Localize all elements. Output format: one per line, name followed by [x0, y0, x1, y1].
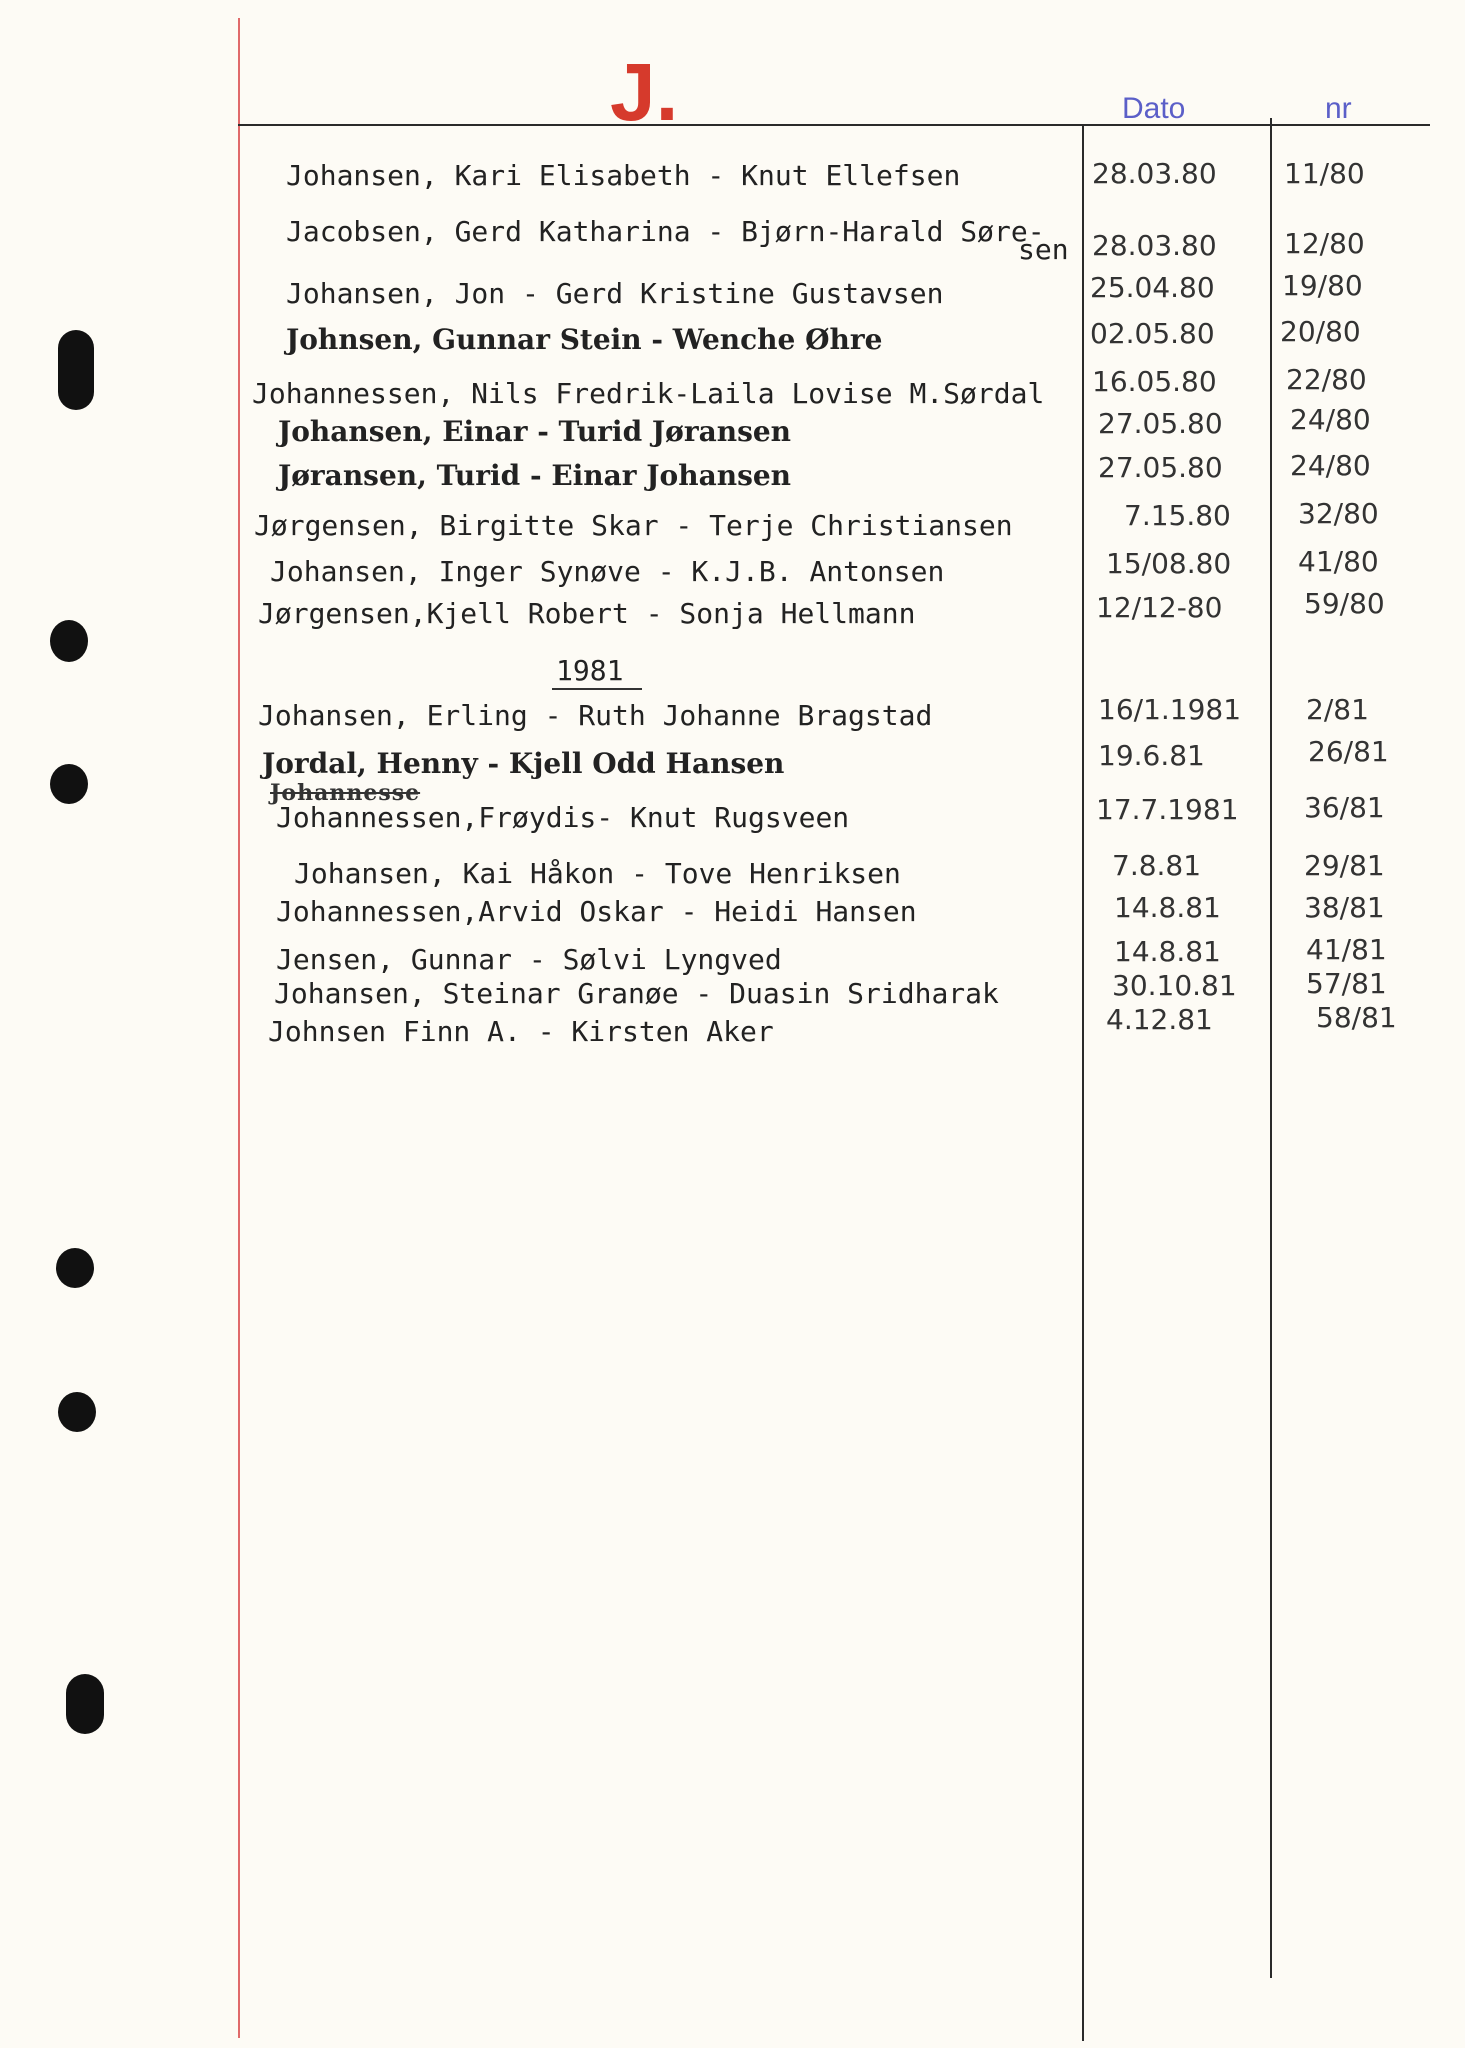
entry-nr: 2/81	[1306, 693, 1369, 726]
entry-name: Johannessen,Arvid Oskar - Heidi Hansen	[276, 895, 917, 928]
entry-date: 28.03.80	[1092, 157, 1217, 190]
entry-date: 15/08.80	[1106, 547, 1232, 580]
entry-name: Jordal, Henny - Kjell Odd Hansen	[262, 747, 785, 780]
column-header-dato: Dato	[1122, 92, 1186, 125]
entry-name: Johannessen,Frøydis- Knut Rugsveen	[276, 801, 850, 834]
year-underline	[552, 688, 642, 690]
entry-date: 7.8.81	[1112, 849, 1202, 882]
struck-out-text: Johannesse	[270, 780, 421, 806]
entry-name: Johansen, Steinar Granøe - Duasin Sridharak	[274, 977, 999, 1010]
index-letter: J.	[610, 47, 679, 138]
entry-name-continuation: sen	[1018, 233, 1069, 266]
entry-date: 17.7.1981	[1096, 793, 1239, 826]
entry-nr: 24/80	[1290, 403, 1371, 436]
entry-nr: 32/80	[1298, 497, 1379, 530]
entry-nr: 41/80	[1298, 545, 1379, 578]
entry-name: Jacobsen, Gerd Katharina - Bjørn-Harald Søre-	[286, 215, 1045, 248]
entry-name: Jørgensen,Kjell Robert - Sonja Hellmann	[258, 597, 916, 630]
binder-hole-3	[50, 764, 88, 804]
entry-nr: 26/81	[1308, 735, 1389, 768]
entry-name: Johansen, Inger Synøve - K.J.B. Antonsen	[270, 555, 945, 588]
entry-name: Johansen, Kari Elisabeth - Knut Ellefsen	[286, 159, 961, 192]
entry-nr: 36/81	[1304, 791, 1385, 824]
date-column-divider	[1082, 126, 1084, 2041]
entry-date: 25.04.80	[1090, 271, 1215, 304]
entry-nr: 24/80	[1290, 449, 1371, 482]
entry-name: Johnsen Finn A. - Kirsten Aker	[268, 1015, 774, 1048]
binder-hole-1	[58, 330, 94, 410]
binder-hole-5	[58, 1392, 96, 1432]
entry-name: Johansen, Jon - Gerd Kristine Gustavsen	[286, 277, 944, 310]
entry-name: Johansen, Kai Håkon - Tove Henriksen	[294, 857, 901, 890]
entry-name: Jensen, Gunnar - Sølvi Lyngved	[276, 943, 782, 976]
entry-date: 4.12.81	[1106, 1003, 1213, 1036]
entry-nr: 20/80	[1280, 315, 1361, 348]
year-heading: 1981	[556, 654, 624, 687]
binder-hole-2	[50, 620, 88, 662]
entry-date: 16.05.80	[1092, 365, 1217, 398]
entry-nr: 58/81	[1316, 1001, 1397, 1034]
number-column-divider	[1270, 118, 1272, 1978]
entry-nr: 22/80	[1286, 363, 1367, 396]
binder-hole-4	[56, 1248, 94, 1288]
entry-name: Jørgensen, Birgitte Skar - Terje Christiansen	[254, 509, 1013, 542]
entry-date: 27.05.80	[1098, 451, 1223, 484]
entry-nr: 19/80	[1282, 269, 1363, 302]
column-header-nr: nr	[1325, 92, 1352, 125]
entry-date: 28.03.80	[1092, 229, 1217, 262]
entry-nr: 38/81	[1304, 891, 1385, 924]
header-rule	[238, 124, 1430, 126]
entry-nr: 57/81	[1306, 967, 1387, 1000]
entry-nr: 12/80	[1284, 227, 1365, 260]
entry-name: Johannessen, Nils Fredrik-Laila Lovise M.Sørdal	[252, 377, 1045, 410]
entry-nr: 59/80	[1304, 587, 1385, 620]
entry-name: Jøransen, Turid - Einar Johansen	[278, 459, 792, 492]
entry-date: 7.15.80	[1124, 499, 1231, 532]
entry-date: 27.05.80	[1098, 407, 1223, 440]
entry-date: 14.8.81	[1114, 935, 1221, 968]
entry-name: Johansen, Erling - Ruth Johanne Bragstad	[258, 699, 933, 732]
entry-name: Johnsen, Gunnar Stein - Wenche Øhre	[286, 323, 883, 356]
entry-name: Johansen, Einar - Turid Jøransen	[278, 415, 792, 448]
entry-date: 30.10.81	[1112, 969, 1237, 1002]
entry-date: 02.05.80	[1090, 317, 1215, 350]
entry-nr: 11/80	[1284, 157, 1365, 190]
entry-nr: 29/81	[1304, 849, 1385, 882]
entry-date: 12/12-80	[1096, 591, 1223, 624]
entry-date: 19.6.81	[1098, 739, 1205, 772]
binder-hole-6	[66, 1674, 104, 1734]
entry-date: 16/1.1981	[1098, 693, 1242, 726]
entry-nr: 41/81	[1306, 933, 1387, 966]
entry-date: 14.8.81	[1114, 891, 1221, 924]
red-margin-line	[238, 18, 240, 2038]
